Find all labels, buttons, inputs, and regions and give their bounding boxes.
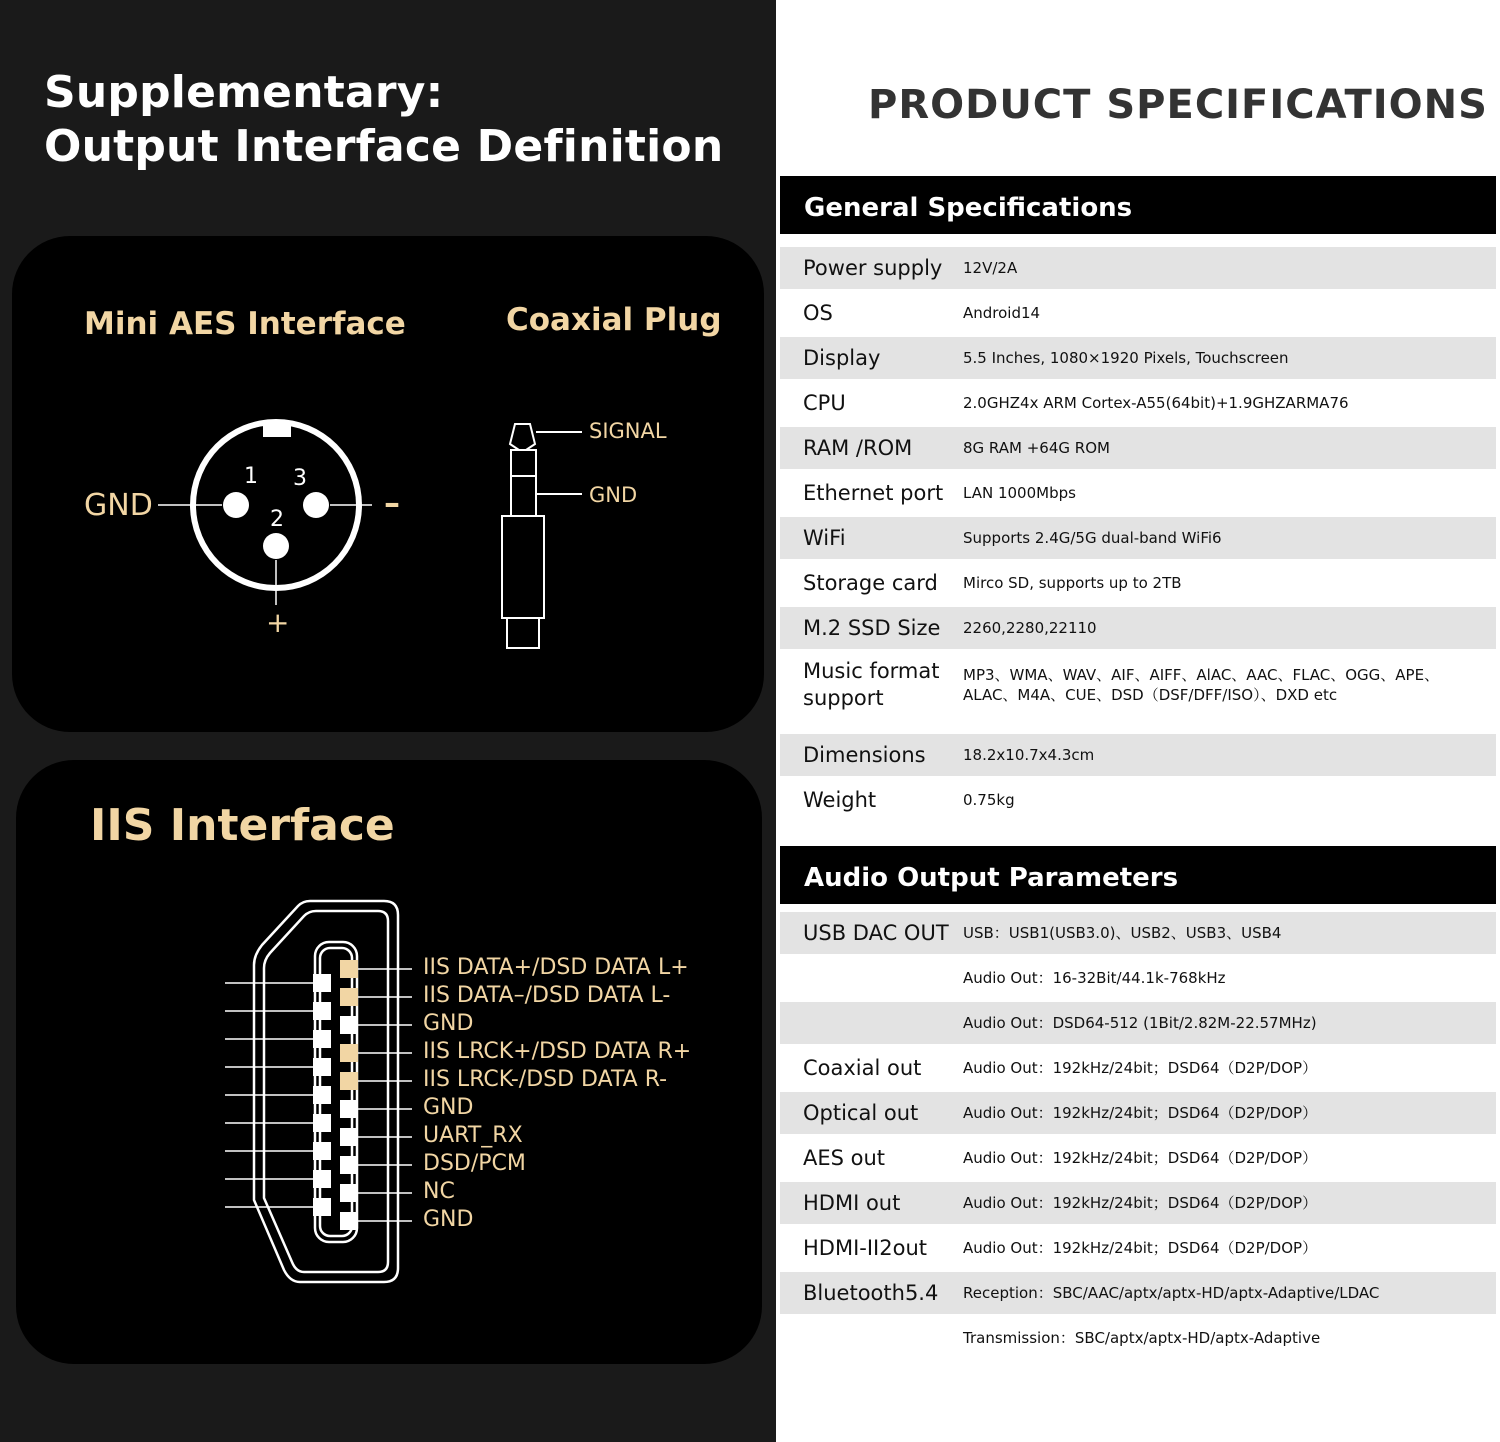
spec-row (780, 427, 1496, 469)
iis-right-pin-label: UART_RX (423, 1123, 523, 1148)
xlr-connector-icon (158, 419, 372, 605)
spec-row (780, 382, 1496, 424)
spec-row (780, 607, 1496, 649)
spec-row (780, 1272, 1496, 1314)
spec-row (780, 562, 1496, 604)
spec-value: 2260,2280,22110 (963, 619, 1097, 637)
spec-value: 18.2x10.7x4.3cm (963, 746, 1095, 764)
aes-heading: Mini AES Interface (84, 306, 406, 342)
spec-key: Bluetooth5.4 (803, 1281, 939, 1305)
spec-value: 8G RAM +64G ROM (963, 439, 1110, 457)
spec-value: MP3、WMA、WAV、AIF、AIFF、AlAC、AAC、FLAC、OGG、APE、ALAC、M4A、CUE、DSD（DSF/DFF/ISO）、DXD etc (963, 666, 1440, 704)
spec-row (780, 337, 1496, 379)
iis-right-pin-label: GND (423, 1095, 474, 1120)
spec-key: USB DAC OUT (803, 921, 949, 945)
spec-value: Transmission：SBC/aptx/aptx-HD/aptx-Adaptive (963, 1329, 1321, 1347)
spec-value: Audio Out：192kHz/24bit；DSD64（D2P/DOP） (963, 1149, 1318, 1167)
spec-row (780, 734, 1496, 776)
spec-key: CPU (803, 391, 846, 415)
general-specs-heading: General Specifications (780, 176, 1496, 234)
aes-plus-label: + (266, 606, 290, 639)
spec-row (780, 517, 1496, 559)
spec-key: RAM /ROM (803, 436, 913, 460)
specifications-panel (776, 0, 1500, 1442)
spec-row (780, 1092, 1496, 1134)
spec-key: Power supply (803, 256, 943, 280)
spec-value: Audio Out：192kHz/24bit；DSD64（D2P/DOP） (963, 1194, 1318, 1212)
spec-value: Reception：SBC/AAC/aptx/aptx-HD/aptx-Adaptive/LDAC (963, 1284, 1380, 1302)
spec-key: HDMI out (803, 1191, 901, 1215)
spec-row (780, 957, 1496, 999)
spec-row (780, 1047, 1496, 1089)
spec-row (780, 1317, 1496, 1359)
spec-row (780, 1002, 1496, 1044)
iis-right-pin-label: IIS LRCK+/DSD DATA R+ (423, 1039, 692, 1064)
spec-key: Music format support (803, 659, 940, 710)
coax-heading: Coaxial Plug (506, 302, 722, 338)
aes-pin1-label: 1 (244, 464, 258, 489)
spec-row (780, 779, 1496, 821)
iis-right-pin-label: IIS DATA–/DSD DATA L- (423, 983, 671, 1008)
spec-value: 2.0GHZ4x ARM Cortex-A55(64bit)+1.9GHZARMA76 (963, 394, 1349, 412)
spec-value: LAN 1000Mbps (963, 484, 1076, 502)
iis-right-pin-label: DSD/PCM (423, 1151, 526, 1176)
spec-key: Coaxial out (803, 1056, 922, 1080)
spec-key: Optical out (803, 1101, 919, 1125)
spec-key: OS (803, 301, 833, 325)
spec-value: Mirco SD, supports up to 2TB (963, 574, 1182, 592)
iis-heading: IIS Interface (90, 800, 395, 851)
spec-row (780, 472, 1496, 514)
spec-key: Dimensions (803, 743, 926, 767)
spec-value: Audio Out：192kHz/24bit；DSD64（D2P/DOP） (963, 1059, 1318, 1077)
iis-right-pin-label: GND (423, 1207, 474, 1232)
spec-value: USB：USB1(USB3.0)、USB2、USB3、USB4 (963, 924, 1282, 942)
spec-key: Display (803, 346, 881, 370)
coax-gnd-label: GND (589, 483, 638, 507)
spec-value: Supports 2.4G/5G dual-band WiFi6 (963, 529, 1222, 547)
spec-value: 12V/2A (963, 259, 1018, 277)
spec-row (780, 247, 1496, 289)
spec-key: M.2 SSD Size (803, 616, 941, 640)
aes-minus-label: – (384, 484, 400, 522)
iis-right-pin-label: IIS DATA+/DSD DATA L+ (423, 955, 689, 980)
interface-title-line2: Output Interface Definition (44, 121, 724, 172)
spec-key: WiFi (803, 526, 846, 550)
spec-row (780, 1182, 1496, 1224)
spec-key: AES out (803, 1146, 886, 1170)
iis-right-pin-label: NC (423, 1179, 455, 1204)
spec-value: Audio Out：DSD64-512 (1Bit/2.82M-22.57MHz) (963, 1014, 1317, 1032)
coaxial-plug-icon (502, 424, 582, 648)
aes-pin2-label: 2 (270, 507, 284, 532)
iis-right-pin-label: GND (423, 1011, 474, 1036)
spec-key: Weight (803, 788, 877, 812)
aes-gnd-label: GND (84, 488, 153, 523)
iis-right-pin-label: IIS LRCK-/DSD DATA R- (423, 1067, 668, 1092)
audio-output-heading: Audio Output Parameters (780, 846, 1496, 904)
spec-key: HDMI-II2out (803, 1236, 927, 1260)
spec-value: Android14 (963, 304, 1041, 322)
spec-value: Audio Out：16-32Bit/44.1k-768kHz (963, 969, 1226, 987)
spec-value: 5.5 Inches, 1080×1920 Pixels, Touchscreen (963, 349, 1289, 367)
coax-signal-label: SIGNAL (589, 419, 667, 443)
spec-value: Audio Out：192kHz/24bit；DSD64（D2P/DOP） (963, 1239, 1318, 1257)
spec-row (780, 292, 1496, 334)
specifications-title: PRODUCT SPECIFICATIONS (868, 82, 1488, 128)
spec-value: Audio Out：192kHz/24bit；DSD64（D2P/DOP） (963, 1104, 1318, 1122)
spec-value: 0.75kg (963, 791, 1015, 809)
spec-key: Storage card (803, 571, 938, 595)
aes-pin3-label: 3 (293, 466, 307, 491)
spec-row (780, 1227, 1496, 1269)
spec-key: Ethernet port (803, 481, 944, 505)
spec-row (780, 652, 1496, 716)
interface-title-line1: Supplementary: (44, 67, 444, 118)
spec-row (780, 912, 1496, 954)
spec-row (780, 1137, 1496, 1179)
